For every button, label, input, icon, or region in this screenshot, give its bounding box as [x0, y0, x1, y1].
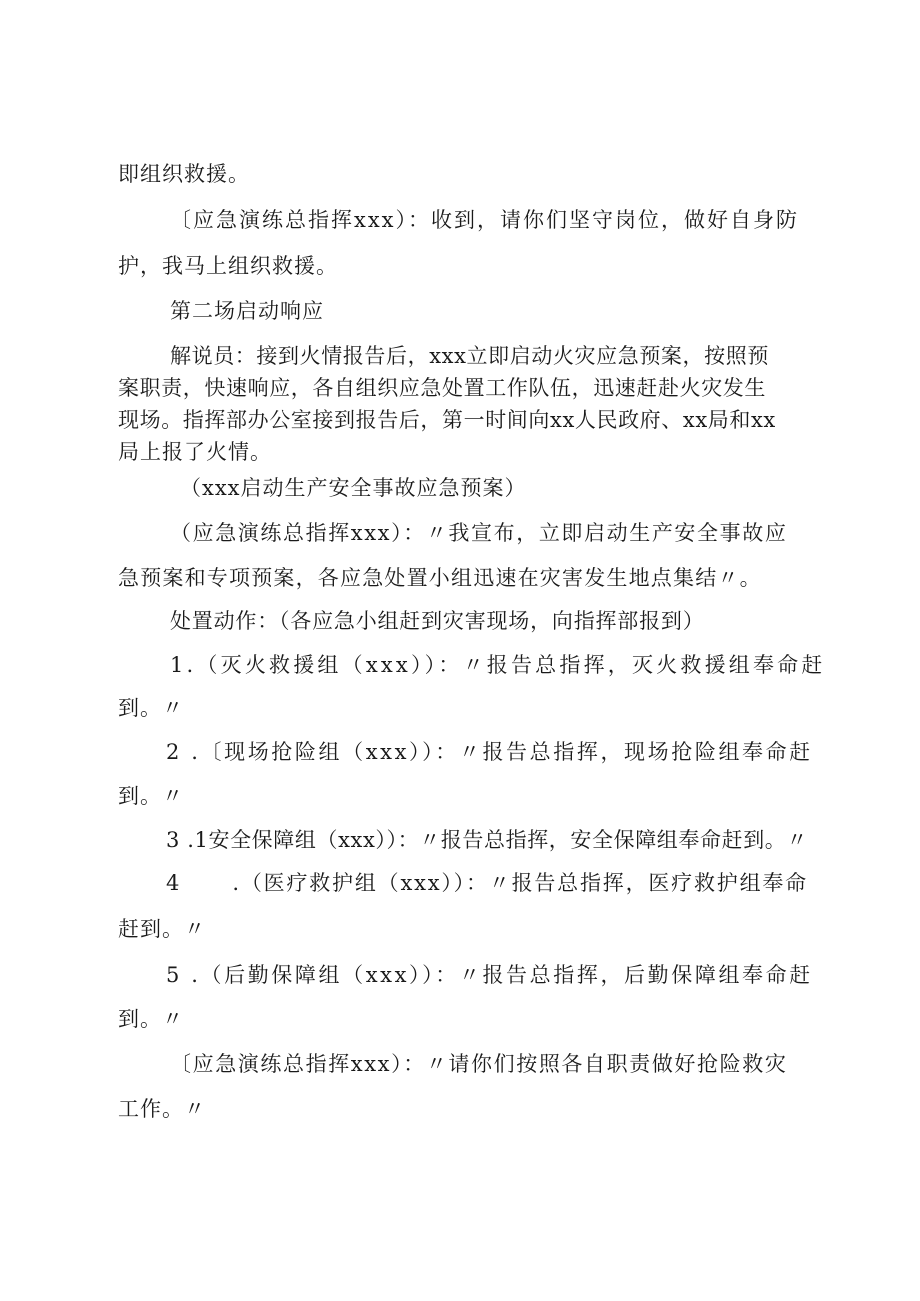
text-line-22: 〔应急演练总指挥xxx）：〃请你们按照各自职责做好抢险救灾 [170, 1052, 788, 1076]
list-item-4-cont: 赶到。〃 [118, 917, 206, 941]
text-line-11: 急预案和专项预案，各应急处置小组迅速在灾害发生地点集结〃。 [118, 566, 762, 590]
section-heading: 第二场启动响应 [170, 299, 324, 323]
text-line-6: 案职责，快速响应，各自组织应急处置工作队伍，迅速赶赴火灾发生 [118, 376, 766, 400]
text-line-7: 现场。指挥部办公室接到报告后，第一时间向xx人民政府、xx局和xx [118, 408, 776, 432]
list-item-1-cont: 到。〃 [118, 696, 184, 720]
text-line-1: 即组织救援。 [118, 162, 250, 186]
text-line-3: 护，我马上组织救援。 [118, 254, 338, 278]
list-item-1: 1.（灭火救援组（xxx））：〃报告总指挥，灭火救援组奉命赶 [170, 653, 826, 677]
list-item-2-cont: 到。〃 [118, 784, 184, 808]
list-item-3: 3 .1安全保障组（xxx））：〃报告总指挥，安全保障组奉命赶到。〃 [166, 828, 808, 852]
text-line-2: 〔应急演练总指挥xxx）：收到，请你们坚守岗位，做好自身防 [170, 208, 800, 232]
text-line-12: 处置动作：（各应急小组赶到灾害现场，向指挥部报到） [170, 609, 705, 633]
list-item-4-text: .（医疗救护组（xxx））：〃报告总指挥，医疗救护组奉命 [232, 871, 808, 895]
text-line-23: 工作。〃 [118, 1097, 206, 1121]
list-item-2: 2 .〔现场抢险组（xxx））：〃报告总指挥，现场抢险组奉命赶 [166, 740, 813, 764]
list-item-5-cont: 到。〃 [118, 1007, 184, 1031]
text-line-10: （应急演练总指挥xxx）：〃我宣布，立即启动生产安全事故应 [170, 521, 788, 545]
text-line-8: 局上报了火情。 [118, 440, 272, 464]
list-item-4-number: 4 [166, 871, 181, 895]
list-item-4 [166, 869, 808, 897]
text-line-5: 解说员：接到火情报告后，xxx立即启动火灾应急预案，按照预 [170, 344, 769, 368]
list-item-5: 5 .（后勤保障组（xxx））：〃报告总指挥，后勤保障组奉命赶 [166, 963, 813, 987]
text-line-9: （xxx启动生产安全事故应急预案） [180, 476, 527, 500]
